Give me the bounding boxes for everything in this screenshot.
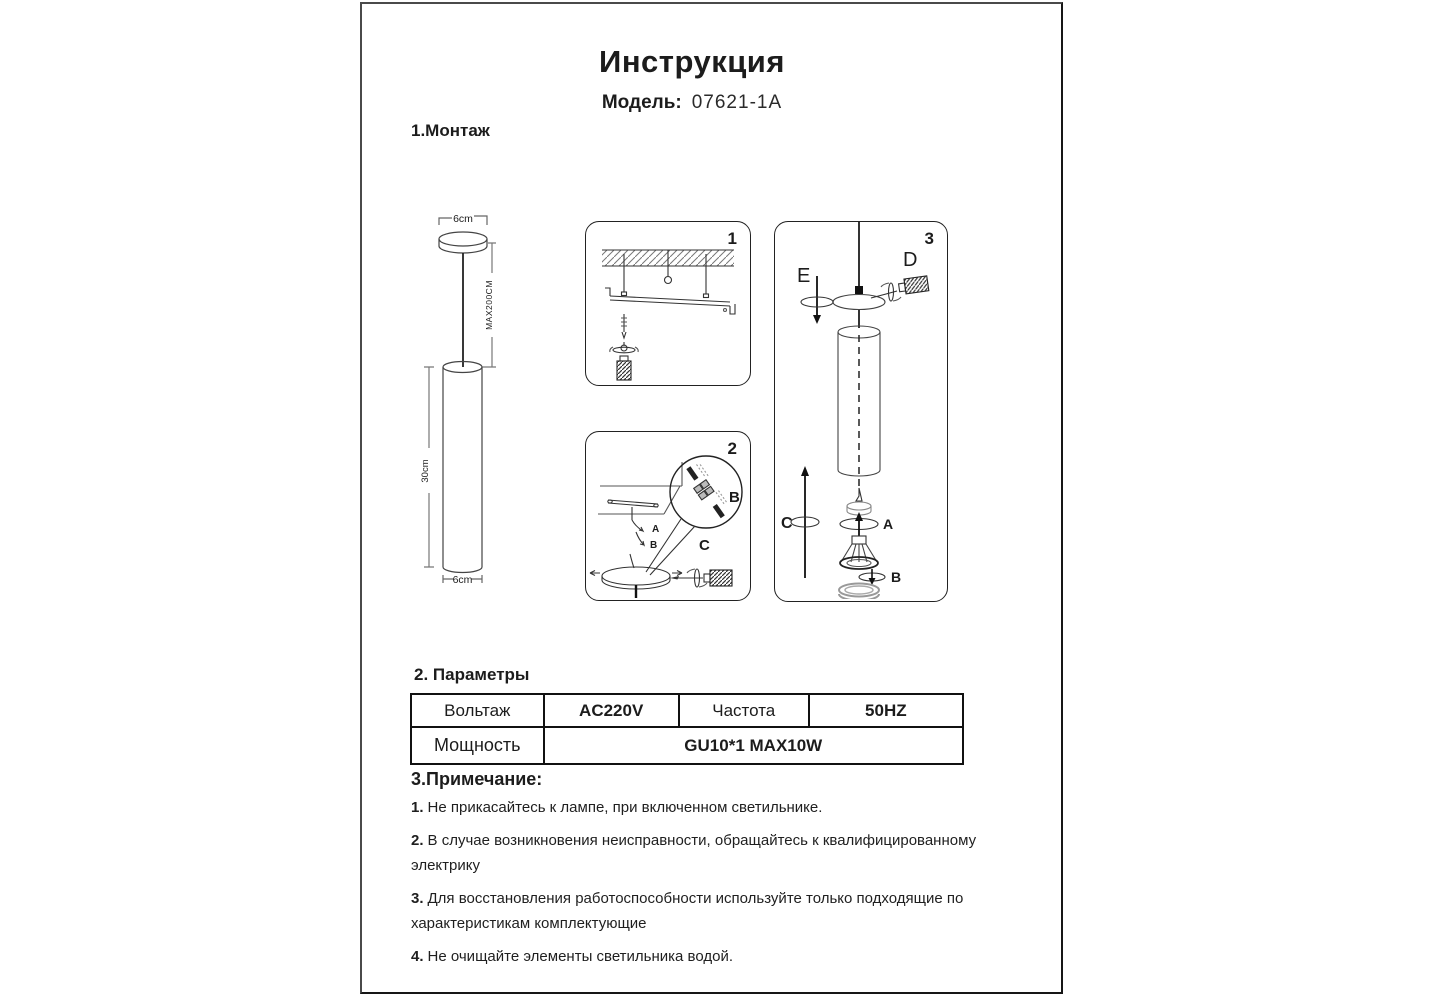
step2-panel [585,431,751,601]
step1-panel [585,221,751,386]
step1-diagram [586,222,748,383]
title-block [382,44,1002,80]
step3-panel [774,221,948,602]
frequency-value: 50HZ [809,694,963,727]
page-title: Инструкция [599,44,785,79]
note-number: 1. [411,799,424,816]
step2-label-c: C [699,537,710,554]
step2-label-b: B [650,540,658,551]
note-number: 2. [411,832,424,849]
params-row-power [411,727,963,764]
power-label: Мощность [411,727,544,764]
params-row-voltage [411,694,963,727]
step3-label-b: B [891,569,902,585]
step2-inset-label-b: B [729,489,740,506]
step3-label-a: A [883,516,894,532]
note-item-2 [411,828,989,878]
model-label: Модель: [601,92,682,113]
note-number: 4. [411,948,424,965]
note-item-4 [411,944,989,969]
section-heading-notes: 3.Примечание: [411,769,543,789]
model-value: 07621-1A [691,92,783,113]
manual-page [360,2,1063,994]
frequency-label: Частота [679,694,809,727]
dim-label-top: 6cm [453,213,473,225]
step2-diagram [586,432,748,598]
note-text: В случае возникновения неисправности, обращайтесь к квалифицированному электрику [411,832,977,874]
model-line [382,92,1002,114]
step2-label-a: A [652,524,660,535]
note-number: 3. [411,890,424,907]
section-heading-montage: 1.Монтаж [411,121,490,140]
step2-number: 2 [727,439,737,458]
step3-label-e: E [797,265,811,287]
step3-label-c: C [781,515,793,532]
note-text: Не очищайте элементы светильника водой. [427,948,733,965]
voltage-label: Вольтаж [411,694,544,727]
notes-list [411,795,989,977]
note-text: Для восстановления работоспособности используйте только подходящие по характеристикам комплектующие [411,890,964,932]
step3-number: 3 [924,229,934,248]
note-item-3 [411,886,989,936]
step3-label-d: D [903,249,918,271]
dim-label-cable-max: MAX200CM [484,280,494,330]
note-item-1 [411,795,989,820]
voltage-value: AC220V [544,694,679,727]
note-text: Не прикасайтесь к лампе, при включенном светильнике. [427,799,823,816]
dim-label-body-height: 30cm [420,459,431,483]
params-table [410,693,964,765]
dim-label-bottom: 6cm [452,574,473,586]
step1-number: 1 [727,229,737,248]
lamp-dimensions-diagram [409,205,579,597]
step3-diagram [775,222,945,599]
power-value: GU10*1 MAX10W [544,727,963,764]
section-heading-params: 2. Параметры [414,665,530,684]
